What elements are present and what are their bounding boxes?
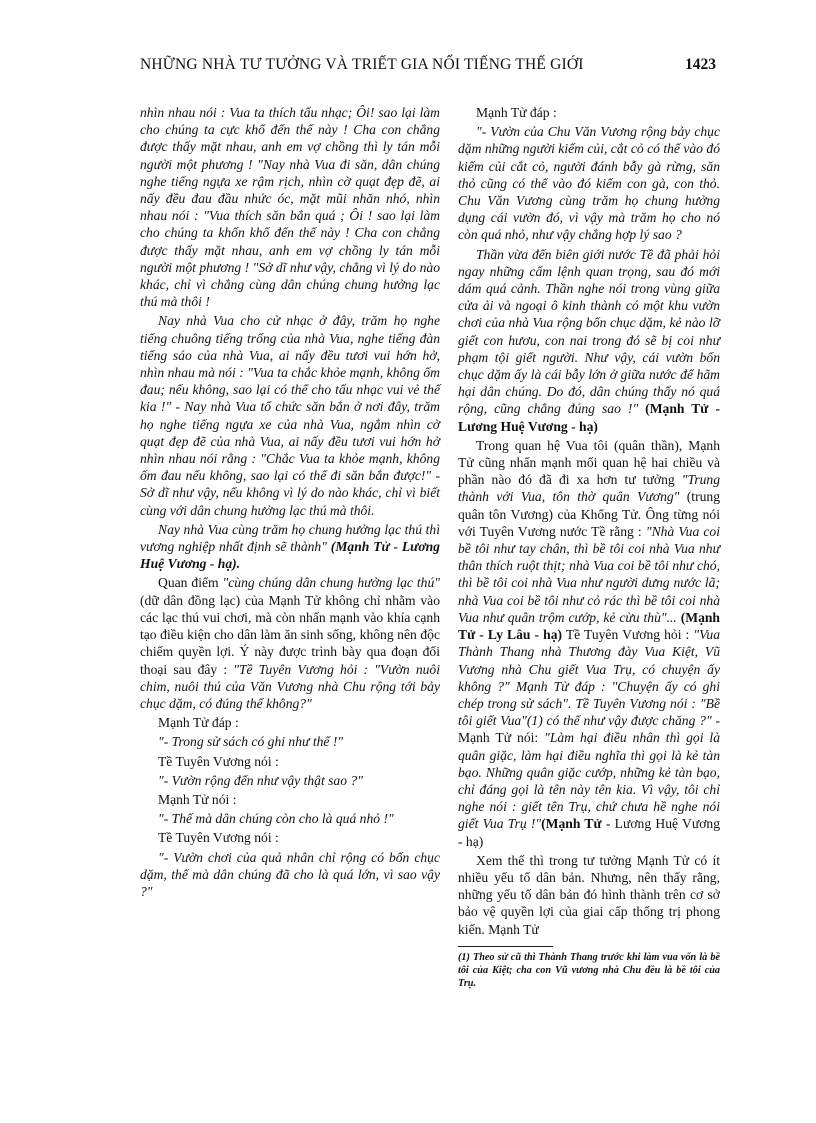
footnote: (1) Theo sử cũ thì Thành Thang trước khi làm vua vốn là bề tôi của Kiệt; cha con Vũ vương nhà Chu đều là bề tôi của Trụ. (458, 951, 720, 989)
dialogue-speaker: Mạnh Tử đáp : (158, 715, 239, 731)
quote-text: Nay nhà Vua cùng trăm họ chung hưởng lạc thú thì vương nghiệp nhất định sẽ thành" (140, 521, 440, 555)
paragraph (458, 246, 720, 435)
text-run: Trong quan hệ Vua tôi (quân thần), Mạnh Tử cũng nhấn mạnh mối quan hệ hai chiều và phần nào đó đã đi xa hơn tư tưởng (458, 437, 720, 488)
running-header (140, 56, 716, 82)
dialogue-speaker: Mạnh Tử nói : (158, 791, 237, 807)
dialogue-speaker: Tề Tuyên Vương nói : (158, 753, 279, 769)
quote-text: "Trung thành với Vua, tôn thờ quân Vương" (458, 472, 720, 505)
source-citation: (Mạnh Tử - Lương Huệ Vương - hạ). (140, 539, 440, 572)
quote-text: "Làm hại điều nhân thì gọi là quân giặc, làm hại điều nghĩa thì gọi là kẻ tàn bạo. Những quân giặc cướp, những kẻ tàn bạo, chỉ đáng gọi là tên này tên kia. Vì vậy, tôi chỉ nghe nói : giết tên Trụ, chứ chưa hề nghe nói giết Vua Trụ !" (458, 730, 721, 832)
right-column (458, 104, 720, 992)
quote-text: "Vua Thành Thang nhà Thương đày Vua Kiệt, Vũ Vương nhà Chu giết Vua Trụ, có chuyện ấy không ?" Mạnh Tử đáp : "Chuyện ấy có ghi chép trong sử sách". Tề Tuyên Vương nói : "Bề tôi giết Vua"(1) có thể như vậy được chăng ?" (458, 627, 720, 729)
dialogue-line: "- Vườn của Chu Văn Vương rộng bảy chục dặm những người kiếm củi, cắt cỏ có thể vào đó kiếm củi cắt cỏ, người đánh bẫy gà rừng, săn thỏ cũng có thể vào đó kiếm con gà, con thỏ. Chu Văn Vương cùng trăm họ chung hưởng dụng cái vườn đó, vì vậy mà trăm họ cho nó còn quá nhỏ, như vậy chẳng hợp lý sao ? (458, 124, 720, 243)
quote-text: "Tề Tuyên Vương hỏi : "Vườn nuôi chim, nuôi thú của Văn Vương nhà Chu rộng tới bảy chục dặm, có đúng thế không?" (140, 661, 440, 711)
paragraph: Nay nhà Vua cho cử nhạc ở đây, trăm họ nghe tiếng chuông tiếng trống của nhà Vua, nghe tiếng đàn tiếng sáo của nhà Vua, ai nấy đều tươi vui hớn hở, nhìn nhau mà nói : "Vua ta chắc khỏe mạnh, không ốm đau; nếu không, sao lại có thể cho tấu nhạc vui vẻ thế kia !" - Nay nhà Vua tổ chức săn bắn ở nơi đây, trăm họ nghe tiếng ngựa xe của nhà Vua, ngắm nhìn cờ quạt đẹp đẽ của nhà Vua, ai nấy đều tươi vui hớn hở nhìn nhau nói rằng : "Chắc Vua ta khỏe mạnh, không ốm đau nếu không, sao lại có thể đi săn bắn được!" - Sở dĩ như vậy, nếu không vì lý do nào khác, chỉ vì biết cùng với dân chung hưởng lạc thú mà thôi. (140, 313, 440, 518)
quote-text: "cùng chúng dân chung hưởng lạc thú" (222, 575, 440, 591)
paragraph: nhìn nhau nói : Vua ta thích tấu nhạc; Ôi! sao lại làm cho chúng ta cực khổ đến thế này ! Cha con chẳng được thấy mặt nhau, anh em vợ chồng thì ly tán mỗi người một phương ! "Nay nhà Vua đi săn, dân chúng nghe tiếng ngựa xe rậm rịch, nhìn cờ quạt đẹp đẽ, ai nấy đều đau đầu nhức óc, mặt mũi nhăn nhó, nhìn nhau nói : "Vua thích săn bắn quá ; Ôi ! sao lại làm cho chúng ta khốn khổ đến thế này ! Cha con chẳng được thấy mặt nhau, anh em vợ chồng ly tán mỗi người một phương ! "Sở dĩ như vậy, chẳng vì lý do nào khác, chỉ vì chẳng cùng dân chúng chung hưởng lạc thú mà thôi ! (140, 105, 440, 310)
text-run: - Lương Huệ Vương - hạ) (458, 816, 720, 849)
paragraph: Xem thế thì trong tư tưởng Mạnh Tử có ít nhiều yếu tố dân bản. Nhưng, nên thấy rằng, những yếu tố dân bản đó hình thành trên cơ sở bảo vệ quyền lợi của giai cấp thống trị phong kiến. Mạnh Tử (458, 852, 720, 937)
text-run: - Mạnh Tử nói: (458, 713, 720, 746)
text-run: Quan điểm (158, 575, 223, 591)
dialogue-speaker: Mạnh Tử đáp : (476, 105, 557, 120)
left-column (140, 104, 440, 902)
running-title: NHỮNG NHÀ TƯ TƯỞNG VÀ TRIẾT GIA NỔI TIẾNG THẾ GIỚI (140, 56, 584, 73)
dialogue-line: "- Thế mà dân chúng còn cho là quá nhỏ !" (158, 811, 394, 827)
text-run: Tề Tuyên Vương hỏi : (562, 627, 694, 643)
dialogue-speaker: Tề Tuyên Vương nói : (158, 830, 279, 846)
dialogue-line: "- Vườn rộng đến như vậy thật sao ?" (158, 772, 363, 788)
source-citation: (Mạnh Tử (541, 816, 602, 832)
quote-text: Thần vừa đến biên giới nước Tề đã phải hỏi ngay những cấm lệnh quan trọng, sau đó mới dám quá cảnh. Thần nghe nói trong vùng giữa cửa ải và ngoại ô kinh thành có một khu vườn chơi của nhà Vua rộng bốn chục dặm, kẻ nào lỡ giết con hươu, con nai trong đó sẽ bị coi như phạm tội giết người. Như vậy, cái vườn bốn chục dặm ấy là cái bẫy lớn ở giữa nước để hãm hại dân chúng. Do đó, dân chúng thấy nó quá rộng, cũng chẳng đúng sao !" (458, 246, 720, 417)
text-run: (dữ dân đồng lạc) của Mạnh Tử không chỉ nhằm vào các lạc thú vui chơi, mà còn nhấn mạnh vào khía cạnh tạo điều kiện cho dân làm ăn sinh sống, không nên độc chiếm quyền lợi. Ý này được trình bày qua đoạn đối thoại sau đây : (140, 592, 440, 677)
dialogue-line: "- Trong sử sách có ghi như thế !" (158, 734, 344, 750)
paragraph (458, 437, 720, 850)
text-run: (trung quân tôn Vương) của Khổng Tử. Ông từng nói với Tuyên Vương nước Tề rằng : (458, 489, 720, 539)
source-citation: (Mạnh Tử - Ly Lâu - hạ) (458, 609, 720, 643)
source-citation: (Mạnh Tử - Lương Huệ Vương - hạ) (458, 401, 720, 434)
dialogue-line: "- Vườn chơi của quả nhân chỉ rộng có bốn chục dặm, thế mà dân chúng đã cho là quá lớn, vì sao vậy ?" (140, 849, 440, 899)
paragraph (140, 521, 440, 573)
quote-text: "Nhà Vua coi bề tôi như tay chân, thì bề tôi coi nhà Vua như thân thích ruột thịt; nhà Vua coi bề tôi như chó, thì bề tôi coi nhà Vua như người dưng nước lã; nhà Vua coi bề tôi như cỏ rác thì bề tôi coi nhà Vua như quân trộm cướp, kẻ cừu thù"... (458, 523, 720, 625)
page-number: 1423 (685, 56, 716, 73)
footnote-divider (458, 946, 553, 947)
paragraph (140, 574, 440, 712)
